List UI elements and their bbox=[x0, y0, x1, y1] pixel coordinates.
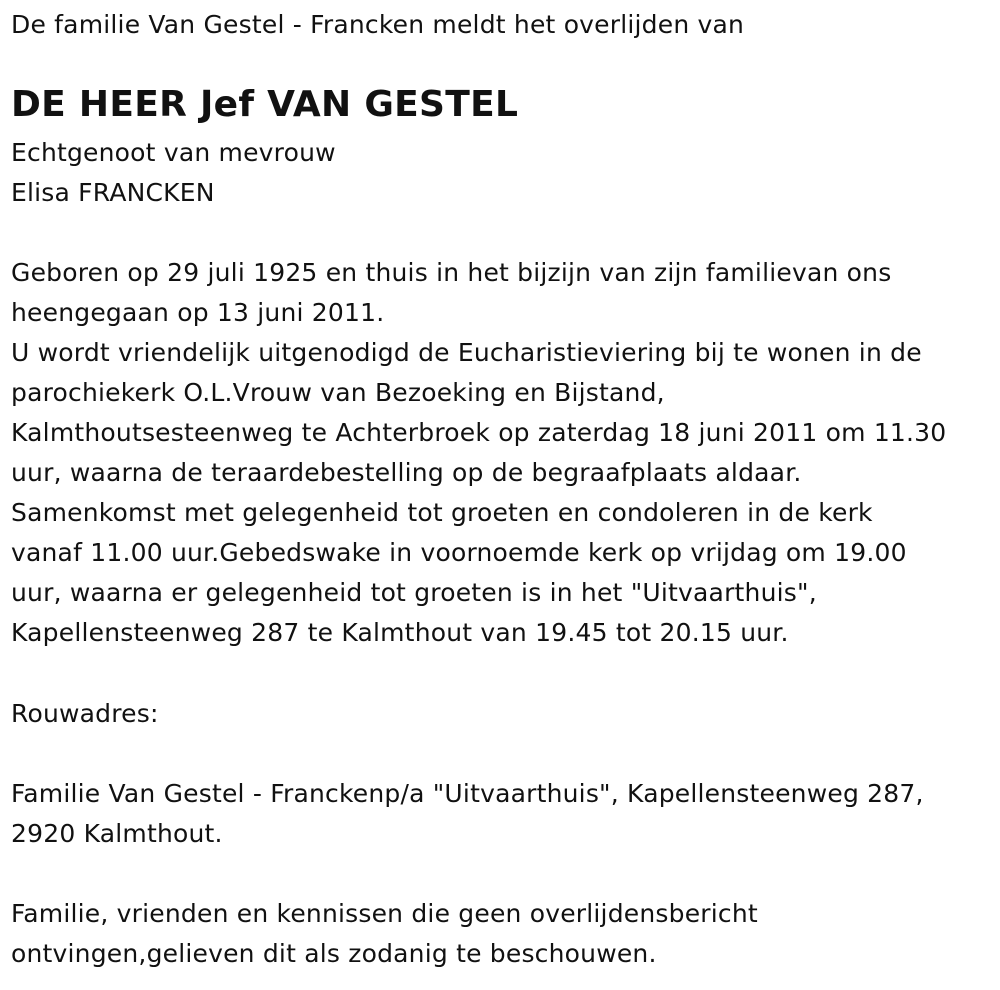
body-line: vanaf 11.00 uur.Gebedswake in voornoemde kerk op vrijdag om 19.00 bbox=[11, 538, 907, 567]
mourning-address bbox=[11, 774, 924, 854]
body-line: Kapellensteenweg 287 te Kalmthout van 19.45 tot 20.15 uur. bbox=[11, 618, 789, 647]
closing-line-1: Familie, vrienden en kennissen die geen overlijdensbericht bbox=[11, 899, 758, 928]
body-line: Kalmthoutsesteenweg te Achterbroek op zaterdag 18 juni 2011 om 11.30 bbox=[11, 418, 947, 447]
body-line: heengegaan op 13 juni 2011. bbox=[11, 298, 385, 327]
service-details bbox=[11, 253, 946, 653]
spouse-line-1: Echtgenoot van mevrouw bbox=[11, 138, 336, 167]
body-line: parochiekerk O.L.Vrouw van Bezoeking en Bijstand, bbox=[11, 378, 665, 407]
closing-line-2: ontvingen,gelieven dit als zodanig te beschouwen. bbox=[11, 939, 657, 968]
announcement-text: De familie Van Gestel - Francken meldt het overlijden van bbox=[11, 10, 745, 39]
body-line: uur, waarna er gelegenheid tot groeten is in het "Uitvaarthuis", bbox=[11, 578, 817, 607]
body-line: Geboren op 29 juli 1925 en thuis in het bijzijn van zijn familievan ons bbox=[11, 258, 892, 287]
body-line: Samenkomst met gelegenheid tot groeten en condoleren in de kerk bbox=[11, 498, 873, 527]
deceased-name-heading: DE HEER Jef VAN GESTEL bbox=[11, 84, 519, 125]
mourning-address-label: Rouwadres: bbox=[11, 699, 159, 728]
body-line: U wordt vriendelijk uitgenodigd de Eucharistieviering bij te wonen in de bbox=[11, 338, 922, 367]
address-line-1: Familie Van Gestel - Franckenp/a "Uitvaarthuis", Kapellensteenweg 287, bbox=[11, 779, 924, 808]
body-line: uur, waarna de teraardebestelling op de begraafplaats aldaar. bbox=[11, 458, 802, 487]
spouse-line-2: Elisa FRANCKEN bbox=[11, 178, 215, 207]
spouse-block bbox=[11, 133, 336, 213]
closing-note bbox=[11, 894, 758, 974]
address-line-2: 2920 Kalmthout. bbox=[11, 819, 223, 848]
